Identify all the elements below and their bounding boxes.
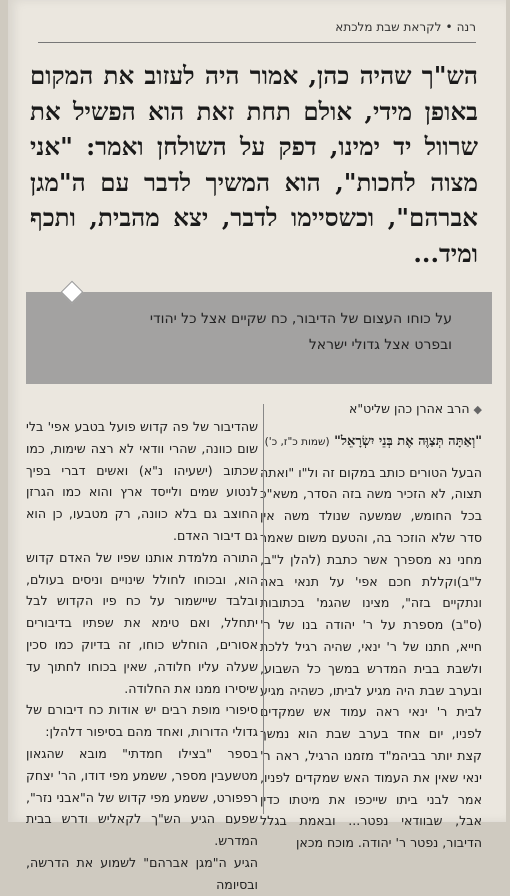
left-paragraph-5: הגיע ה"מגן אברהם" לשמוע את הדרשה, ובסיומה [26,854,258,892]
magazine-page [8,0,506,892]
verse-source: (שמות כ"ז, כ') [264,435,330,448]
section-name: רנה [456,20,476,34]
left-paragraph-1: שהדיבור של פה קדוש פועל בטבע אפי' בלי שום כוונה, שהרי וודאי לא רצה שימות, כמו שכתוב (ישעיהו נ"א) ואשים דברי בפיך לנטוע שמים ולייסד ארץ והוא כמו הגרזן החוצב גם בלא כוונה, רק מטבעו, כן הוא גם דיבור האדם. [26,419,258,543]
verse-heading [260,431,482,454]
left-column [26,416,258,896]
pullquote-box [26,292,492,384]
publication-title: לקראת שבת מלכתא [335,20,442,34]
separator: • [445,20,453,34]
verse-text: "וְאַתָּה תְּצַוֶּה אֶת בְּנֵי יִשְׂרָאֵל" [334,433,482,449]
running-head [38,20,476,34]
pullquote-text [66,306,452,358]
author-name: הרב אהרן כהן שליט"א [349,401,470,416]
right-column [260,398,482,854]
left-paragraph-3: סיפורי מופת רבים יש אודות כח דיבורם של גדולי הדורות, ואחד מהם בסיפור דלהלן: [26,702,258,740]
lead-paragraph: הש"ך שהיה כהן, אמור היה לעזוב את המקום באופן מידי, אולם תחת זאת הוא הפשיל את שרוול יד ימינו, דפק על השולחן ואמר: "אני מצוה לחכות", הוא המשיך לדבר עם ה"מגן אברהם", וכשסיימו לדבר, יצא מהבית, ותכף ומיד... [30,61,478,268]
left-paragraph-2: התורה מלמדת אותנו שפיו של האדם קדוש הוא, ובכוחו לחולל שינויים וניסים בעולם, ובלבד שיישמור על כח פיו הקדוש לבל יתחלל, ואם טימא את שפתיו בדיבורים אסורים, הוחלש כוחו, זה בדיוק כמו סכין שעלה עליו חלודה, שאין בכוחו לחתוך עד שיסירו ממנו את החלודה. [26,549,258,696]
column-divider [263,404,264,814]
diamond-ornament-icon [61,281,84,304]
header-rule [38,42,476,43]
author-byline [260,398,482,421]
diamond-bullet-icon: ◆ [473,403,482,416]
pullquote-line-2: ובפרט אצל גדולי ישראל [308,337,452,353]
left-paragraph-4: בספר "בצילו חמדתי" מובא שהגאון מטשעבין מספר, ששמע מפי דודו, הר' יצחק רפפורט, ששמע מפי קדוש של ה"אבני נזר", שפעם הגיע הש"ך לקאליש ודרש בבית המדרש. [26,745,258,849]
right-column-body: הבעל הטורים כותב במקום זה ול"ו "ואתה תצוה, לא הזכיר משה בזה הסדר, משא"כ בכל החומש, שמשעה שנולד משה אין סדר שלא הוזכר בה, והטעם משום שאמר מחני נא מספרך אשר כתבת (להלן ל"ב, ל"ב)וקללת חכם אפי' על תנאי באה ונתקיים בזה", מצינו שהגמ' בכתובות (ס"ב) מספרת על ר' יהודה בנו של ר' חייא, חתנו של ר' ינאי, שהיה רגיל ללכת ולשבת בבית המדרש במשך כל השבוע, ובערב שבת היה מגיע לביתו, כשהיה מגיע לבית ר' ינאי ראה עמוד אש שמקדים לפניו, יום אחד בערב שבת הוא נמשך קצת יותר בביהמ"ד מזמנו הרגיל, ראה ר' ינאי שאין את העמוד האש שמקדים לפניו, אמר לבני ביתו שייכפו את מיטתו כדין אבל, שבוודאי נפטר... ובאמת בגלל הדיבור, נפטר ר' יהודה. מוכח מכאן [260,464,482,851]
pullquote-line-1: על כוחו העצום של הדיבור, כח שקיים אצל כל יהודי [149,311,452,327]
